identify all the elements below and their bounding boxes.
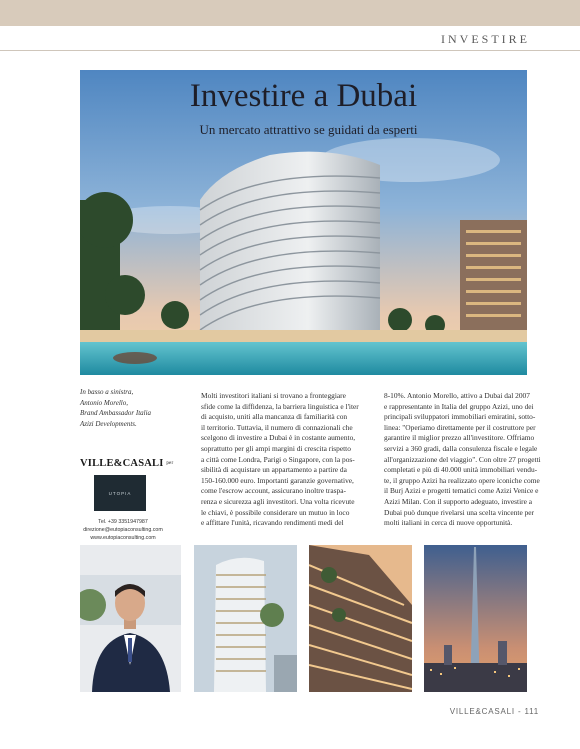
footer-separator: - — [517, 707, 522, 716]
text-line: 150-160.000 euro. Importanti garanzie governative, — [201, 475, 354, 485]
contact-phone: Tel. +39 3351947987 — [98, 519, 148, 525]
text-line: servizi a 360 gradi, dalla consulenza fiscale e legale — [384, 443, 538, 453]
skyscraper-illustration — [424, 545, 527, 692]
caption-line: In basso a sinistra, — [80, 388, 134, 396]
tower-illustration — [194, 545, 297, 692]
caption-line: Antonio Morello, — [80, 398, 128, 407]
text-line: scelgono di investire a Dubai è in costante aumento, — [201, 433, 356, 443]
text-line: le chiavi, è possibile considerare un mutuo in loco — [201, 507, 350, 517]
text-line: principali sviluppatori immobiliari emiratini, sotto- — [384, 412, 536, 422]
text-line: completati e più di 40.000 unità immobiliari vendu- — [384, 465, 538, 475]
text-line: a città come Londra, Parigi o Singapore, con la pos- — [201, 454, 355, 464]
text-line: Azizi Milan. Con il supporto adeguato, investire a — [384, 496, 532, 506]
text-line: 8-10%. Antonio Morello, attivo a Dubai dal 2007 — [384, 391, 530, 400]
magazine-logo — [80, 458, 172, 469]
tower-illustration — [309, 545, 412, 692]
text-line: renza e sicurezza agli investitori. Una volta ricevute — [201, 496, 355, 506]
text-line: il territorio. Tuttavia, il numero di connazionali che — [201, 422, 353, 432]
top-color-band — [0, 0, 580, 26]
footer-magazine: VILLE&CASALI — [449, 707, 515, 716]
building-photo-1 — [194, 545, 297, 692]
text-line: e rappresentante in Italia del gruppo Azizi, uno dei — [384, 401, 534, 411]
text-line: il Burj Azizi e progetti tematici come Azizi Venice e — [384, 486, 539, 496]
photo-caption — [80, 387, 180, 429]
partner-logo — [94, 475, 146, 511]
text-line: all'organizzazione del viaggio". Con oltre 27 progetti — [384, 454, 541, 464]
hero-illustration — [80, 70, 527, 375]
text-line: garantire il miglior prezzo all'investitore. Offriamo — [384, 433, 535, 443]
text-line: Dubai può dunque rivelarsi una scelta vincente per — [384, 507, 535, 517]
contact-email[interactable]: direzione@eutopiaconsulting.com — [83, 527, 163, 533]
magazine-logo-suffix: per — [166, 461, 174, 467]
section-label: INVESTIRE — [441, 32, 530, 46]
magazine-logo-text: VILLE&CASALI — [80, 458, 164, 469]
text-line: sfide come la diffidenza, la barriera linguistica e l'iter — [201, 401, 359, 411]
contact-website[interactable]: www.eutopiaconsulting.com — [90, 535, 156, 541]
header-divider — [0, 50, 580, 51]
skyscraper-photo — [424, 545, 527, 692]
partner-logo-text: UTOPIA — [108, 490, 132, 496]
hero-image — [80, 70, 527, 375]
portrait-photo — [80, 545, 181, 692]
portrait-illustration — [80, 545, 181, 692]
contact-info — [80, 518, 166, 542]
article-column-1 — [201, 391, 361, 529]
text-line: di acquisto, uniti alla mancanza di familiarità con — [201, 412, 348, 422]
building-photo-2 — [309, 545, 412, 692]
text-line: te, il gruppo Azizi ha realizzato opere iconiche come — [384, 475, 540, 485]
text-line: Molti investitori italiani si trovano a fronteggiare — [201, 391, 346, 400]
text-line: come l'escrow account, assicurano inoltre traspa- — [201, 486, 346, 496]
sponsor-block — [80, 458, 172, 542]
caption-line: Azizi Developments. — [80, 419, 137, 428]
text-line: soprattutto per gli ampi margini di crescita rispetto — [201, 443, 351, 453]
text-line: e affittare l'unità, ricavando rendimenti medi del — [201, 518, 344, 528]
hero-title: Investire a Dubai — [189, 78, 418, 114]
caption-line: Brand Ambassador Italia — [80, 409, 152, 417]
article-column-2 — [384, 391, 544, 529]
text-line: linea: "Operiamo direttamente per il costruttore per — [384, 422, 536, 432]
text-line: molti italiani in cerca di nuove opportunità. — [384, 518, 513, 528]
hero-subtitle: Un mercato attrattivo se guidati da esperti — [199, 122, 418, 137]
text-line: sibilità di acquistare un appartamento a partire da — [201, 465, 347, 475]
page-footer — [450, 707, 539, 716]
page-number: 111 — [524, 707, 539, 716]
